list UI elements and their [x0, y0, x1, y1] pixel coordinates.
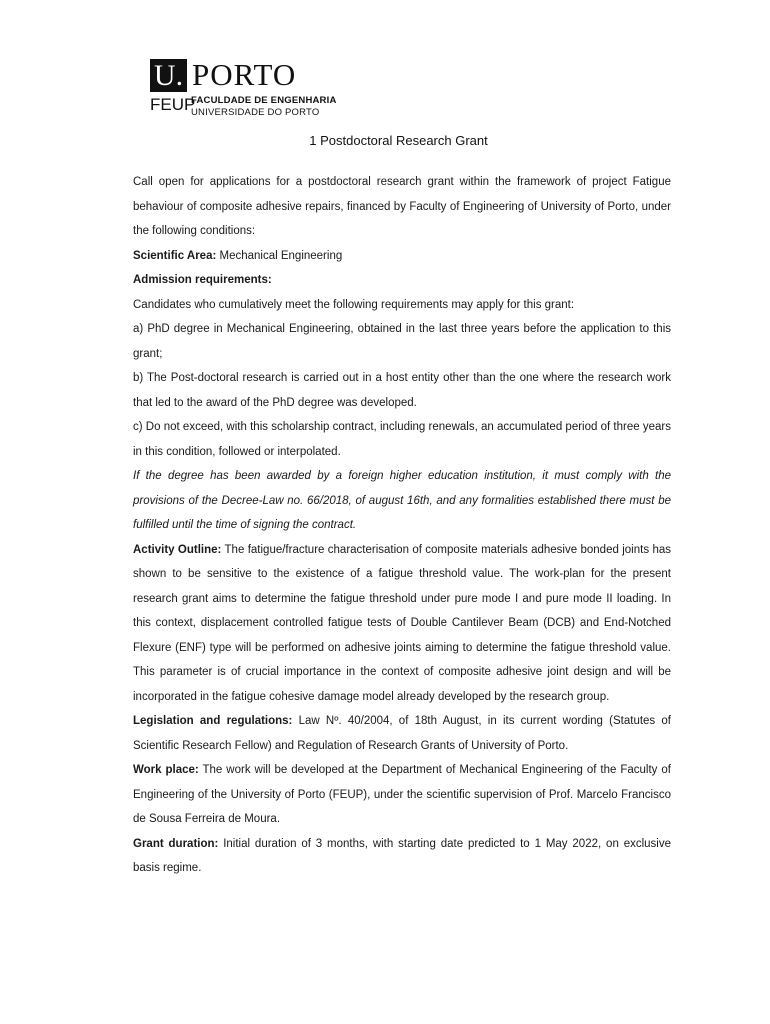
- legislation-label: Legislation and regulations:: [133, 715, 293, 727]
- requirement-item: b) The Post-doctoral research is carried out in a host entity other than the one where the research work that led to the award of the PhD degree was developed.: [133, 372, 671, 409]
- work-place-text: The work will be developed at the Department of Mechanical Engineering of the Faculty of Engineering of the University of Porto (FEUP), under the scientific supervision of Prof. Marcelo Francisco de Sousa Ferreira de Moura.: [133, 764, 671, 825]
- logo-porto-text: PORTO: [192, 57, 297, 92]
- logo-feup-text: FEUP: [150, 95, 196, 114]
- logo-faculty-text: FACULDADE DE ENGENHARIA: [191, 95, 337, 106]
- logo-u-mark: U.: [150, 59, 187, 92]
- scientific-area-value: Mechanical Engineering: [216, 249, 343, 262]
- scientific-area: [133, 244, 671, 269]
- activity-outline: [133, 538, 671, 710]
- legislation-text: Law Nº. 40/2004, of 18th August, in its current wording (Statutes of Scientific Research Fellow) and Regulation of Research Grants of University of Porto.: [133, 715, 671, 752]
- foreign-degree-note: If the degree has been awarded by a foreign higher education institution, it must comply with the provisions of the Decree-Law no. 66/2018, of august 16th, and any formalities established there must be fulfilled until the time of signing the contract.: [133, 470, 671, 531]
- legislation: [133, 709, 671, 758]
- requirement-item: a) PhD degree in Mechanical Engineering, obtained in the last three years before the application to this grant;: [133, 323, 671, 360]
- admission-requirements-heading: Admission requirements:: [133, 274, 272, 286]
- work-place: [133, 758, 671, 832]
- document-title: 1 Postdoctoral Research Grant: [309, 133, 488, 148]
- grant-duration-text: Initial duration of 3 months, with starting date predicted to 1 May 2022, on exclusive basis regime.: [133, 837, 671, 874]
- grant-duration: [133, 832, 671, 881]
- intro-paragraph: Call open for applications for a postdoctoral research grant within the framework of project Fatigue behaviour of composite adhesive repairs, financed by Faculty of Engineering of University of Porto, under the following conditions:: [133, 176, 671, 237]
- work-place-label: Work place:: [133, 764, 199, 776]
- requirement-item: c) Do not exceed, with this scholarship contract, including renewals, an accumulated period of three years in this condition, followed or interpolated.: [133, 421, 671, 458]
- activity-outline-text: The fatigue/fracture characterisation of composite materials adhesive bonded joints has shown to be sensitive to the existence of a fatigue threshold value. The work-plan for the present research grant aims to determine the fatigue threshold under pure mode I and pure mode II loading. In this context, displacement controlled fatigue tests of Double Cantilever Beam (DCB) and End-Notched Flexure (ENF) type will be performed on adhesive joints aiming to determine the fatigue threshold value. This parameter is of crucial importance in the context of composite adhesive joint design and will be incorporated in the fatigue cohesive damage model already developed by the research group.: [133, 543, 671, 703]
- document-body: [133, 170, 671, 881]
- university-logo: [150, 58, 350, 120]
- grant-duration-label: Grant duration:: [133, 837, 219, 850]
- logo-university-text: UNIVERSIDADE DO PORTO: [191, 107, 320, 118]
- admission-lead: Candidates who cumulatively meet the following requirements may apply for this grant:: [133, 298, 575, 311]
- activity-outline-label: Activity Outline:: [133, 543, 222, 556]
- scientific-area-label: Scientific Area:: [133, 249, 217, 262]
